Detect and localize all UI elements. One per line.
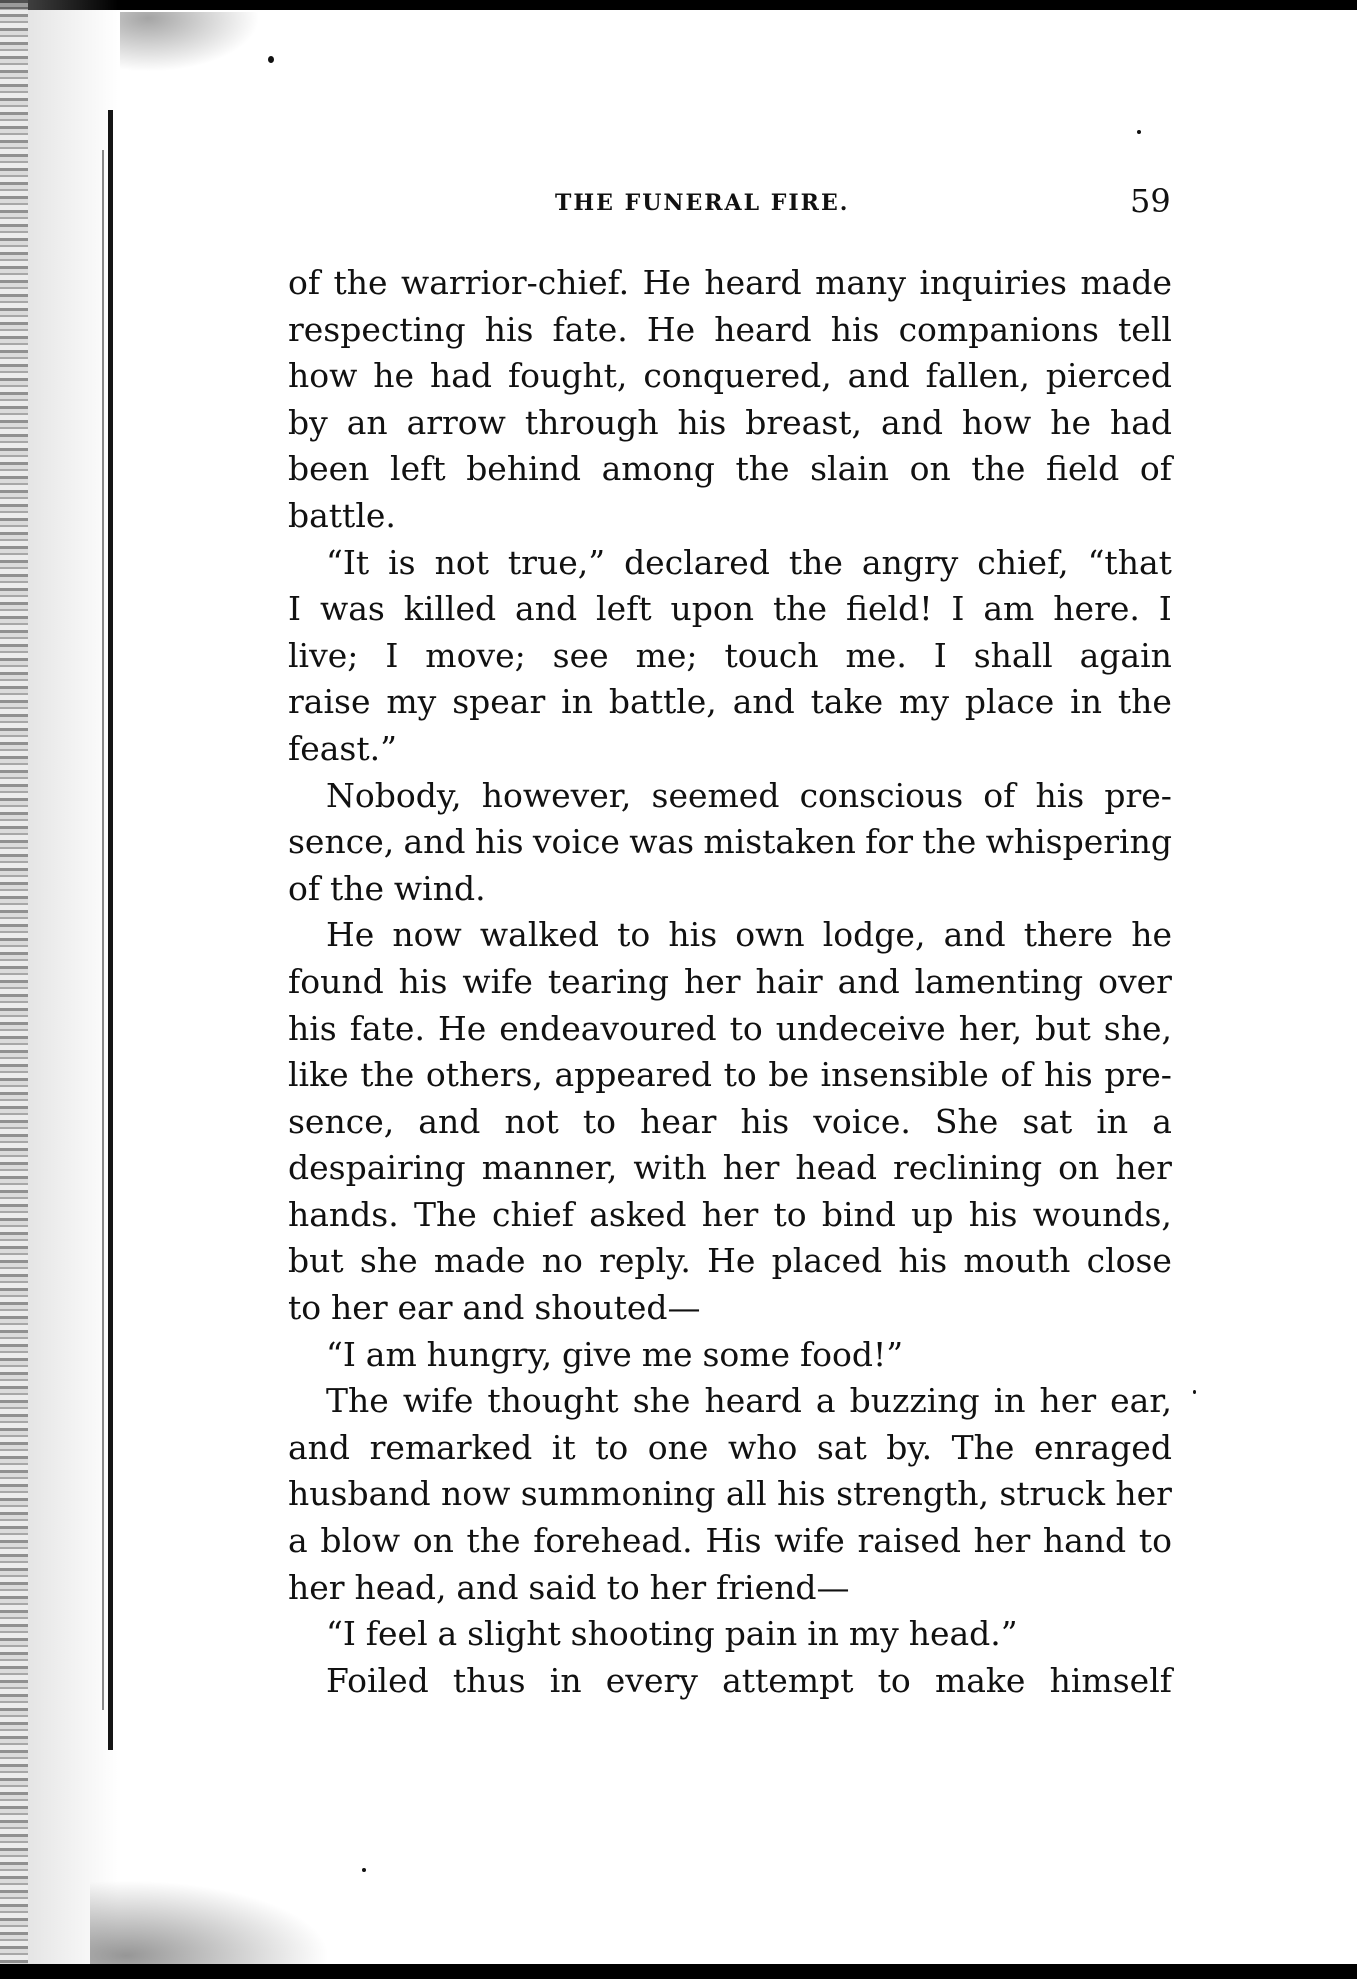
text-line: raise my spear in battle, and take my place in the bbox=[288, 682, 1172, 722]
text-line: like the others, appeared to be insensible of his pre- bbox=[288, 1055, 1172, 1095]
ink-speck bbox=[1193, 1390, 1196, 1394]
text-line: to her ear and shouted— bbox=[288, 1288, 701, 1328]
text-line: but she made no reply. He placed his mouth close bbox=[288, 1241, 1172, 1281]
text-line: her head, and said to her friend— bbox=[288, 1567, 850, 1607]
page-top-edge bbox=[0, 0, 1357, 10]
text-line: respecting his fate. He heard his companions tell bbox=[288, 309, 1172, 349]
text-line: by an arrow through his breast, and how he had bbox=[288, 402, 1172, 442]
ink-speck bbox=[1137, 130, 1141, 134]
binding-spine-shadow bbox=[102, 150, 104, 1710]
text-line: how he had fought, conquered, and fallen, pierced bbox=[288, 356, 1172, 396]
page-top-corner-smudge bbox=[120, 12, 260, 72]
text-line: sence, and not to hear his voice. She sat in a bbox=[288, 1101, 1172, 1141]
text-line: live; I move; see me; touch me. I shall again bbox=[288, 635, 1172, 675]
text-line: his fate. He endeavoured to undeceive her, but she, bbox=[288, 1008, 1172, 1048]
page-bottom-edge bbox=[0, 1964, 1357, 1979]
page-gutter-shadow bbox=[28, 0, 118, 1979]
text-line: and remarked it to one who sat by. The enraged bbox=[288, 1427, 1172, 1467]
text-line: “It is not true,” declared the angry chief, “that bbox=[326, 542, 1172, 582]
text-line: husband now summoning all his strength, struck her bbox=[288, 1474, 1172, 1514]
text-line: of the warrior-chief. He heard many inquiries made bbox=[288, 263, 1172, 302]
text-line: He now walked to his own lodge, and there he bbox=[326, 915, 1172, 955]
page-left-edge bbox=[0, 0, 28, 1979]
text-line: The wife thought she heard a buzzing in her ear, bbox=[326, 1381, 1172, 1421]
page-bottom-corner-smudge bbox=[90, 1880, 330, 1964]
text-line: of the wind. bbox=[288, 868, 486, 908]
text-line: Foiled thus in every attempt to make himself bbox=[326, 1660, 1172, 1700]
running-title: THE FUNERAL FIRE. bbox=[555, 190, 850, 216]
text-line: found his wife tearing her hair and lamenting over bbox=[288, 961, 1172, 1001]
text-line: sence, and his voice was mistaken for the whispering bbox=[288, 822, 1172, 862]
ink-speck bbox=[268, 56, 274, 63]
text-line: I was killed and left upon the field! I am here. I bbox=[288, 589, 1172, 629]
text-line: been left behind among the slain on the field of bbox=[288, 449, 1172, 489]
text-line: a blow on the forehead. His wife raised her hand to bbox=[288, 1521, 1172, 1561]
text-line: “I feel a slight shooting pain in my head.” bbox=[326, 1614, 1018, 1654]
page-number: 59 bbox=[1130, 182, 1171, 220]
text-line: despairing manner, with her head reclining on her bbox=[288, 1148, 1172, 1188]
binding-spine-line bbox=[108, 110, 113, 1750]
text-line: feast.” bbox=[288, 728, 397, 768]
text-line: hands. The chief asked her to bind up his wounds, bbox=[288, 1194, 1172, 1234]
text-line: Nobody, however, seemed conscious of his pre- bbox=[326, 775, 1172, 815]
body-text bbox=[288, 260, 1172, 1704]
ink-speck bbox=[362, 1868, 366, 1872]
text-line: battle. bbox=[288, 495, 396, 535]
text-line: “I am hungry, give me some food!” bbox=[326, 1334, 904, 1374]
